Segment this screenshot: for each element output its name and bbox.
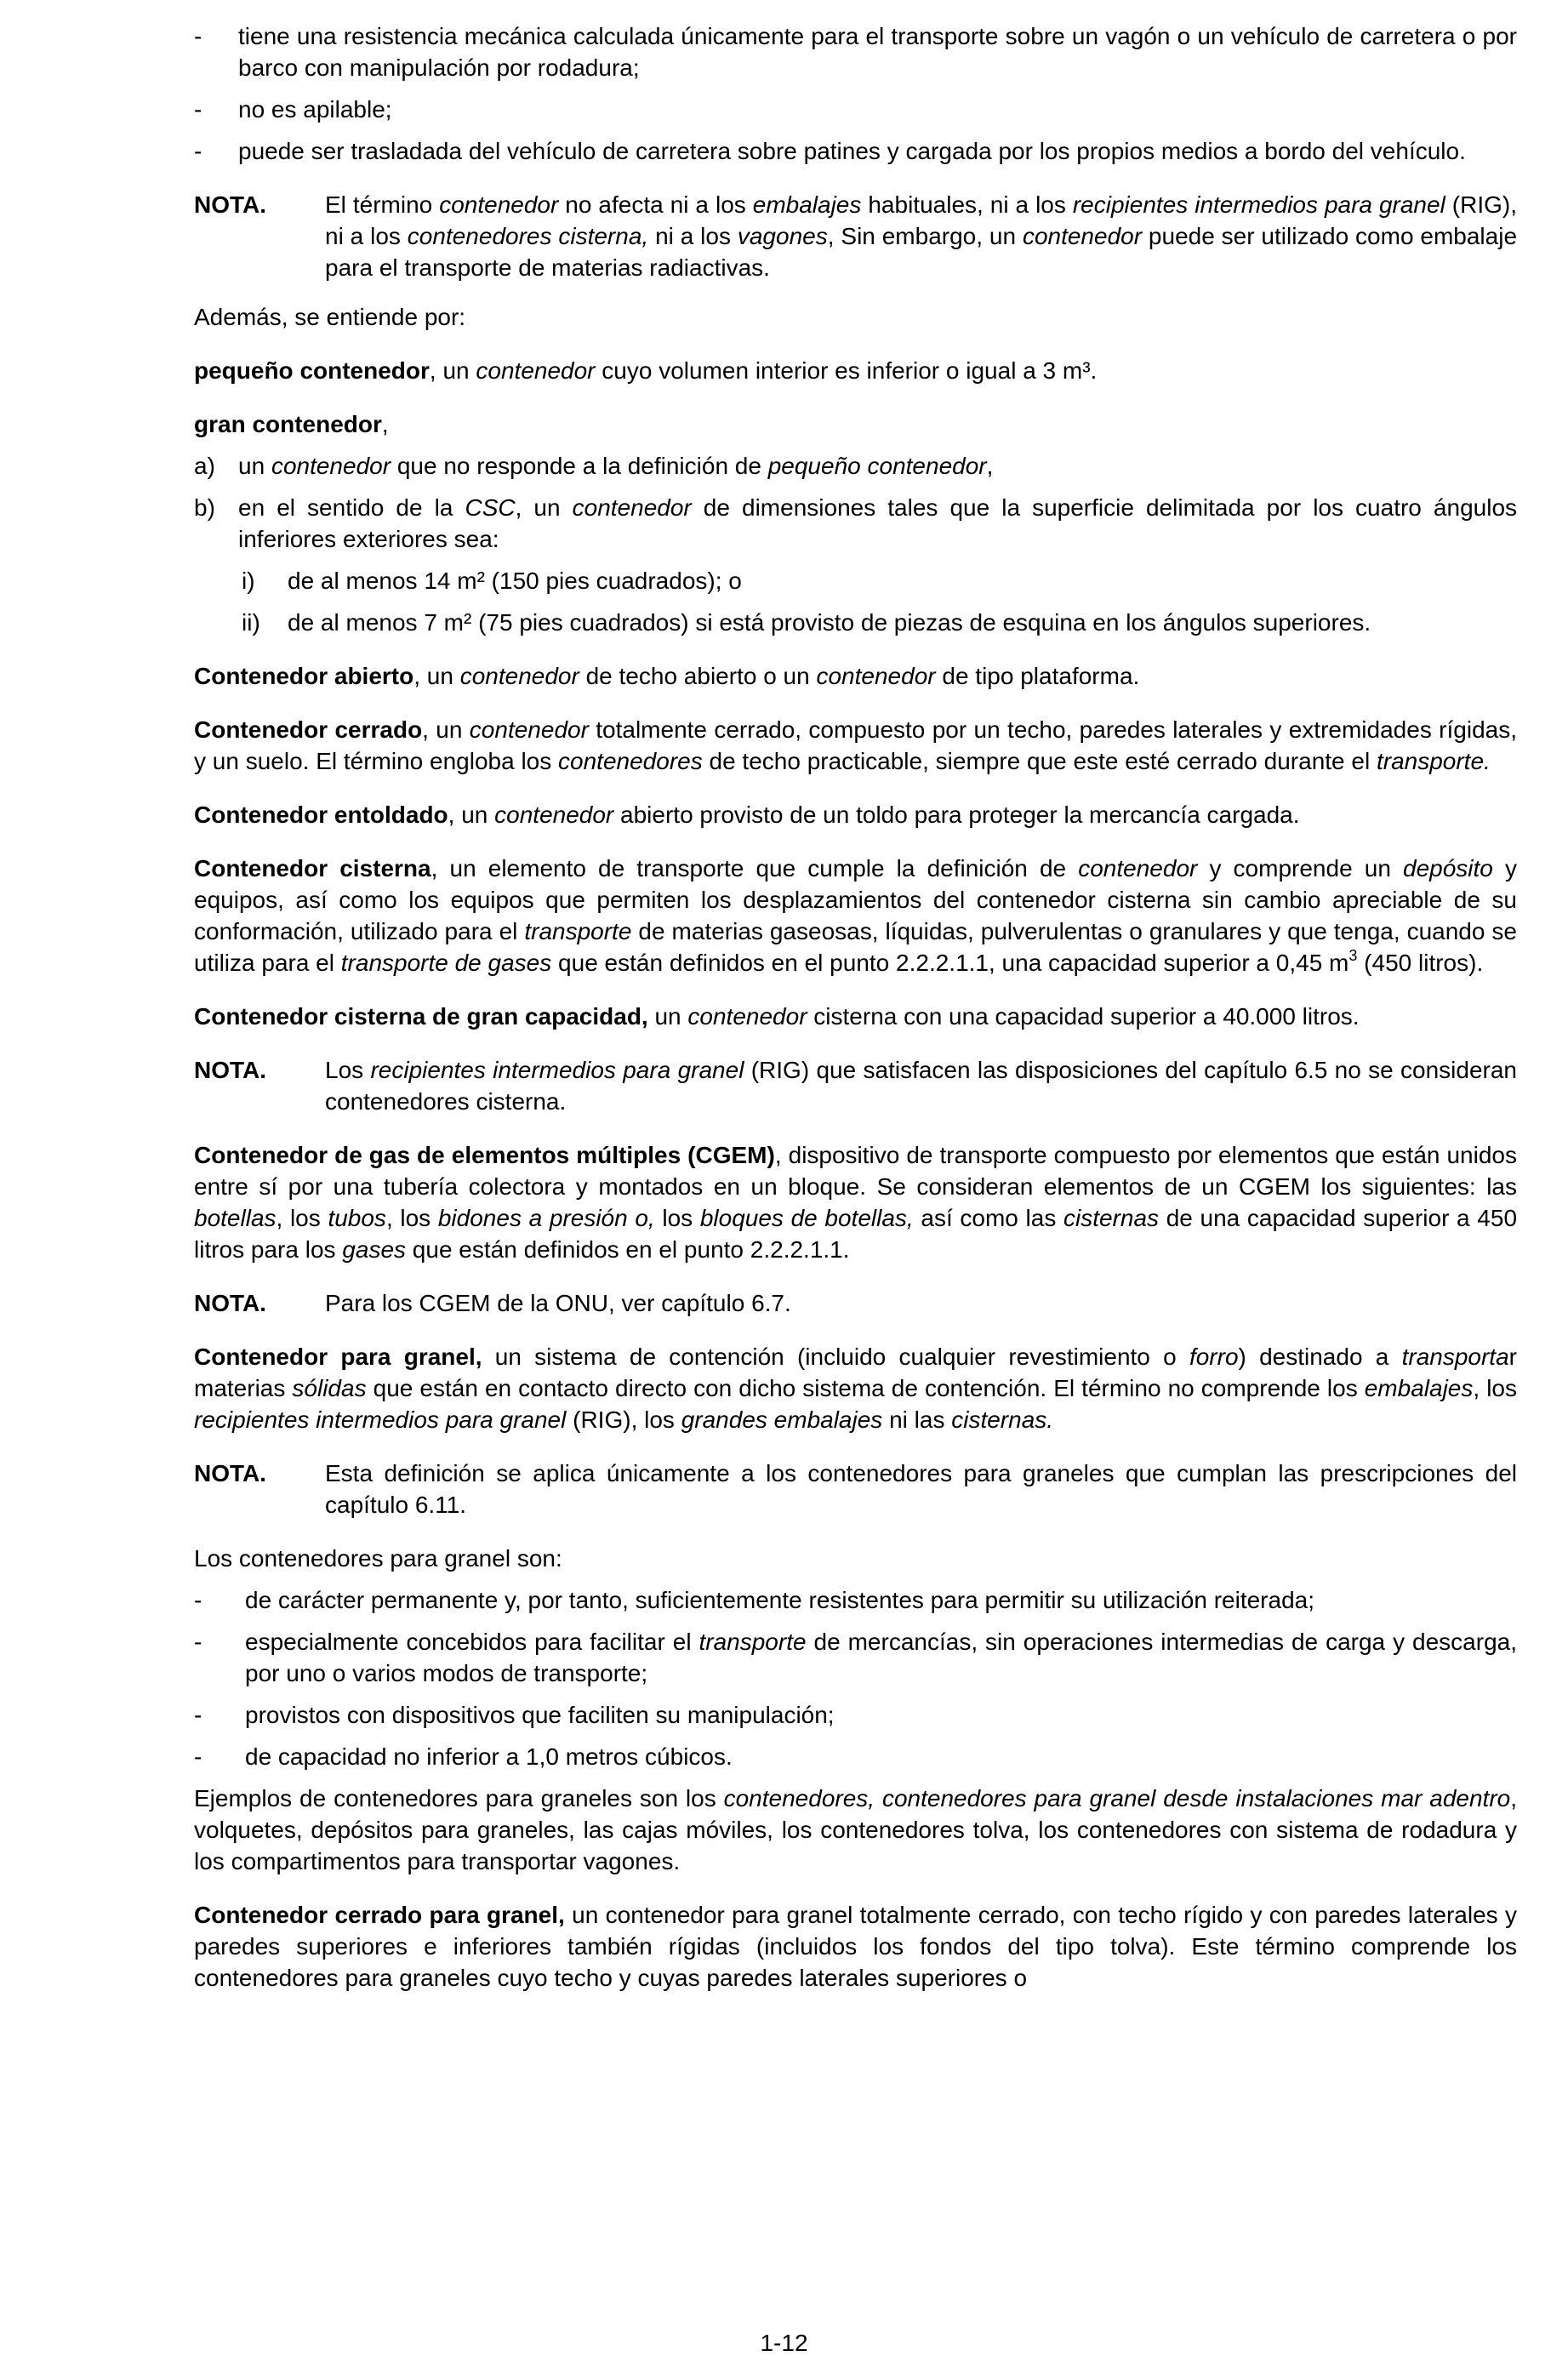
note-label: NOTA. bbox=[194, 191, 267, 218]
list-item-text: no es apilable; bbox=[238, 96, 392, 123]
list-item: ii) de al menos 7 m² (75 pies cuadrados) si está provisto de piezas de esquina en los ángulos superiores. bbox=[194, 607, 1517, 638]
note-label: NOTA. bbox=[194, 1057, 267, 1083]
paragraph-ejemplos: Ejemplos de contenedores para graneles son los contenedores, contenedores para granel desde instalaciones mar adentro, volquetes, depósitos para graneles, las cajas móviles, los contenedores tolva, los contenedores con sistema de rodadura y los compartimentos para transportar vagones. bbox=[194, 1785, 1517, 1874]
bullet-marker: - bbox=[194, 1743, 202, 1770]
list-item: - de carácter permanente y, por tanto, suficientemente resistentes para permitir su utilización reiterada; bbox=[194, 1584, 1517, 1616]
definition-term: Contenedor cisterna de gran capacidad, bbox=[194, 1003, 648, 1030]
note-block: NOTA. El término contenedor no afecta ni a los embalajes habituales, ni a los recipientes intermedios para granel (RIG), ni a los contenedores cisterna, ni a los vagones, Sin embargo, un contenedor puede ser utilizado como embalaje para el transporte de materias radiactivas. bbox=[194, 189, 1517, 283]
paragraph-granel-intro: Los contenedores para granel son: bbox=[194, 1545, 562, 1572]
note-block: NOTA. Esta definición se aplica únicamente a los contenedores para graneles que cumplan las prescripciones del capítulo 6.11. bbox=[194, 1458, 1517, 1520]
definition-contenedor-para-granel: Contenedor para granel, un sistema de contención (incluido cualquier revestimiento o forro) destinado a transportar materias sólidas que están en contacto directo con dicho sistema de contención. El término no comprende los embalajes, los recipientes intermedios para granel (RIG), los grandes embalajes ni las cisternas. bbox=[194, 1344, 1517, 1433]
note-label: NOTA. bbox=[194, 1290, 267, 1316]
note-block: NOTA. Para los CGEM de la ONU, ver capítulo 6.7. bbox=[194, 1287, 1517, 1319]
list-item: i) de al menos 14 m² (150 pies cuadrados); o bbox=[194, 565, 1517, 596]
definition-term: gran contenedor bbox=[194, 411, 382, 437]
definition-contenedor-abierto: Contenedor abierto, un contenedor de techo abierto o un contenedor de tipo plataforma. bbox=[194, 663, 1140, 689]
definition-term: Contenedor cerrado bbox=[194, 716, 423, 743]
bullet-marker: - bbox=[194, 23, 202, 49]
definition-term: Contenedor de gas de elementos múltiples (CGEM) bbox=[194, 1142, 775, 1168]
definition-cgem: Contenedor de gas de elementos múltiples (CGEM), dispositivo de transporte compuesto por elementos que están unidos entre sí por una tubería colectora y montados en un bloque. Se consideran elementos de un CGEM los siguientes: las botellas, los tubos, los bidones a presión o, los bloques de botellas, así como las cisternas de una capacidad superior a 450 litros para los gases que están definidos en el punto 2.2.2.1.1. bbox=[194, 1142, 1518, 1263]
definition-term: Contenedor para granel, bbox=[194, 1344, 482, 1370]
definition-term: Contenedor cisterna bbox=[194, 855, 431, 881]
note-block: NOTA. Los recipientes intermedios para granel (RIG) que satisfacen las disposiciones del capítulo 6.5 no se consideran contenedores cisterna. bbox=[194, 1054, 1517, 1117]
list-item bbox=[194, 94, 1517, 125]
definition-contenedor-cisterna: Contenedor cisterna, un elemento de transporte que cumple la definición de contenedor y comprende un depósito y equipos, así como los equipos que permiten los desplazamientos del contenedor cisterna sin cambio apreciable de su conformación, utilizado para el transporte de materias gaseosas, líquidas, pulverulentas o granulares y que tenga, cuando se utiliza para el transporte de gases que están definidos en el punto 2.2.2.1.1, una capacidad superior a 0,45 $m^3$ (450 litros). bbox=[194, 855, 1518, 976]
list-marker: i) bbox=[242, 568, 255, 594]
bullet-marker: - bbox=[194, 1629, 202, 1655]
list-marker: ii) bbox=[242, 609, 260, 636]
list-item: - provistos con dispositivos que faciliten su manipulación; bbox=[194, 1699, 1517, 1731]
list-item-text: tiene una resistencia mecánica calculada únicamente para el transporte sobre un vagón o un vehículo de carretera o por barco con manipulación por rodadura; bbox=[238, 23, 1517, 81]
list-item: b) en el sentido de la CSC, un contenedor de dimensiones tales que la superficie delimitada por los cuatro ángulos inferiores exteriores sea: bbox=[194, 492, 1517, 555]
list-item-text: puede ser trasladada del vehículo de carretera sobre patines y cargada por los propios medios a bordo del vehículo. bbox=[238, 138, 1466, 164]
definition-term: Contenedor cerrado para granel, bbox=[194, 1902, 565, 1928]
bullet-marker: - bbox=[194, 96, 202, 123]
definition-term: Contenedor abierto bbox=[194, 663, 414, 689]
bullet-marker: - bbox=[194, 1587, 202, 1613]
definition-contenedor-cerrado-granel: Contenedor cerrado para granel, un contenedor para granel totalmente cerrado, con techo rígido y con paredes laterales y paredes superiores e inferiores también rígidas (incluidos los fondos del tipo tolva). Este término comprende los contenedores para graneles cuyo techo y cuyas paredes laterales superiores o bbox=[194, 1902, 1517, 1991]
bullet-marker: - bbox=[194, 1702, 202, 1728]
definition-gran-contenedor: gran contenedor, bbox=[194, 411, 389, 437]
list-marker: b) bbox=[194, 494, 215, 521]
page-content bbox=[194, 20, 1517, 1994]
list-item: a) un contenedor que no responde a la definición de pequeño contenedor, bbox=[194, 450, 1517, 482]
definition-contenedor-cerrado: Contenedor cerrado, un contenedor totalmente cerrado, compuesto por un techo, paredes laterales y extremidades rígidas, y un suelo. El término engloba los contenedores de techo practicable, siempre que este esté cerrado durante el transporte. bbox=[194, 716, 1517, 774]
list-marker: a) bbox=[194, 453, 215, 479]
definition-contenedor-entoldado: Contenedor entoldado, un contenedor abierto provisto de un toldo para proteger la mercancía cargada. bbox=[194, 802, 1300, 828]
list-item: - de capacidad no inferior a 1,0 metros cúbicos. bbox=[194, 1741, 1517, 1772]
list-item: - especialmente concebidos para facilitar el transporte de mercancías, sin operaciones intermedias de carga y descarga, por uno o varios modos de transporte; bbox=[194, 1626, 1517, 1689]
paragraph-ademas: Además, se entiende por: bbox=[194, 304, 466, 330]
definition-term: Contenedor entoldado bbox=[194, 802, 448, 828]
list-item bbox=[194, 20, 1517, 83]
definition-pequeno-contenedor: pequeño contenedor, un contenedor cuyo volumen interior es inferior o igual a 3 m³. bbox=[194, 357, 1098, 384]
note-label: NOTA. bbox=[194, 1460, 267, 1486]
list-item bbox=[194, 135, 1517, 167]
definition-contenedor-cisterna-gran-capacidad: Contenedor cisterna de gran capacidad, un contenedor cisterna con una capacidad superior a 40.000 litros. bbox=[194, 1003, 1360, 1030]
page-number: 1-12 bbox=[760, 2330, 808, 2356]
definition-term: pequeño contenedor bbox=[194, 357, 430, 384]
bullet-marker: - bbox=[194, 138, 202, 164]
